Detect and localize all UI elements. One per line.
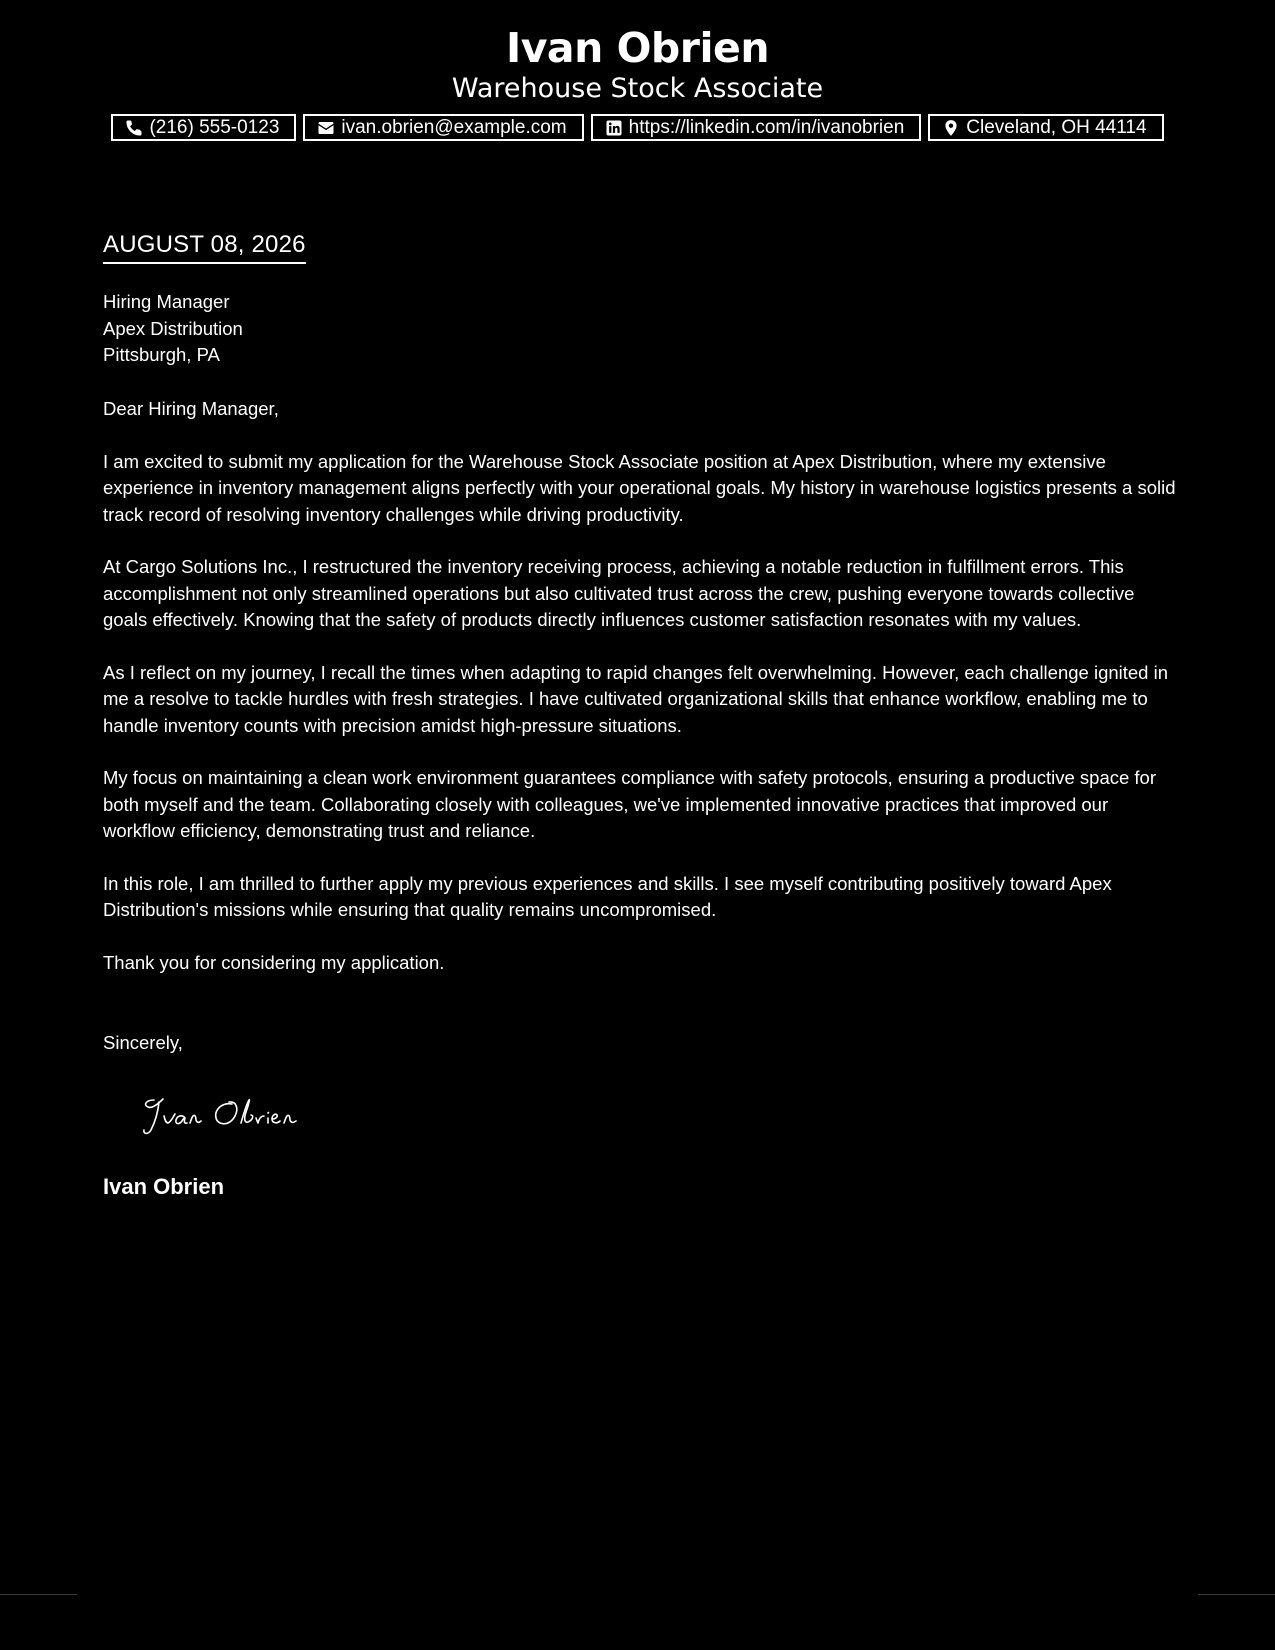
body-paragraph: As I reflect on my journey, I recall the times when adapting to rapid changes felt overwhelming. However, each challenge ignited in me a resolve to tackle hurdles with fresh strategies. I have cultivated organizational skills that enhance workflow, enabling me to handle inventory counts with precision amidst high-pressure situations. bbox=[103, 661, 1169, 736]
contact-bar bbox=[0, 114, 1275, 141]
footer-divider-left bbox=[0, 1594, 77, 1595]
thank-you-line: Thank you for considering my application. bbox=[103, 951, 445, 973]
contact-phone bbox=[111, 114, 296, 141]
body-paragraph: I am excited to submit my application for the Warehouse Stock Associate position at Apex Distribution, where my extensive experience in inventory management aligns perfectly with your operational goals. My history in warehouse logistics presents a solid track record of resolving inventory challenges while driving productivity. bbox=[103, 450, 1176, 525]
closing-line: Sincerely, bbox=[103, 1032, 183, 1053]
recipient-block bbox=[103, 289, 243, 369]
contact-location-text: Cleveland, OH 44114 bbox=[966, 117, 1147, 138]
signer-name: Ivan Obrien bbox=[103, 1174, 225, 1199]
recipient-role: Hiring Manager bbox=[103, 291, 230, 312]
contact-email[interactable] bbox=[303, 114, 583, 141]
linkedin-icon bbox=[605, 119, 623, 137]
handwritten-signature bbox=[138, 1090, 328, 1140]
contact-location bbox=[928, 114, 1163, 141]
applicant-job-title: Warehouse Stock Associate bbox=[451, 73, 824, 104]
contact-linkedin[interactable] bbox=[591, 114, 922, 141]
envelope-icon bbox=[317, 119, 335, 137]
letter-body bbox=[103, 396, 1178, 1002]
applicant-name: Ivan Obrien bbox=[505, 24, 770, 72]
body-paragraph: My focus on maintaining a clean work environment guarantees compliance with safety protocols, ensuring a productive space for both myself and the team. Collaborating closely with colleagues, we've implemented innovative practices that improved our workflow efficiency, demonstrating trust and reliance. bbox=[103, 767, 1157, 841]
phone-icon bbox=[125, 119, 143, 137]
salutation: Dear Hiring Manager, bbox=[103, 398, 279, 419]
footer-divider-right bbox=[1198, 1594, 1275, 1595]
map-pin-icon bbox=[942, 119, 960, 137]
recipient-company: Apex Distribution bbox=[103, 317, 243, 339]
contact-email-text: ivan.obrien@example.com bbox=[341, 117, 567, 138]
contact-phone-text: (216) 555-0123 bbox=[149, 117, 280, 138]
contact-linkedin-text: https://linkedin.com/in/ivanobrien bbox=[628, 117, 905, 138]
letter-date: AUGUST 08, 2026 bbox=[103, 229, 306, 264]
recipient-location: Pittsburgh, PA bbox=[103, 344, 220, 365]
letter-header bbox=[0, 22, 1275, 106]
body-paragraph: At Cargo Solutions Inc., I restructured the inventory receiving process, achieving a notable reduction in fulfillment errors. This accomplishment not only streamlined operations but also cultivated trust across the crew, pushing everyone towards collective goals effectively. Knowing that the safety of products directly influences customer satisfaction resonates with my values. bbox=[103, 556, 1135, 630]
body-paragraph: In this role, I am thrilled to further apply my previous experiences and skills. I see myself contributing positively toward Apex Distribution's missions while ensuring that quality remains uncompromised. bbox=[103, 872, 1112, 920]
